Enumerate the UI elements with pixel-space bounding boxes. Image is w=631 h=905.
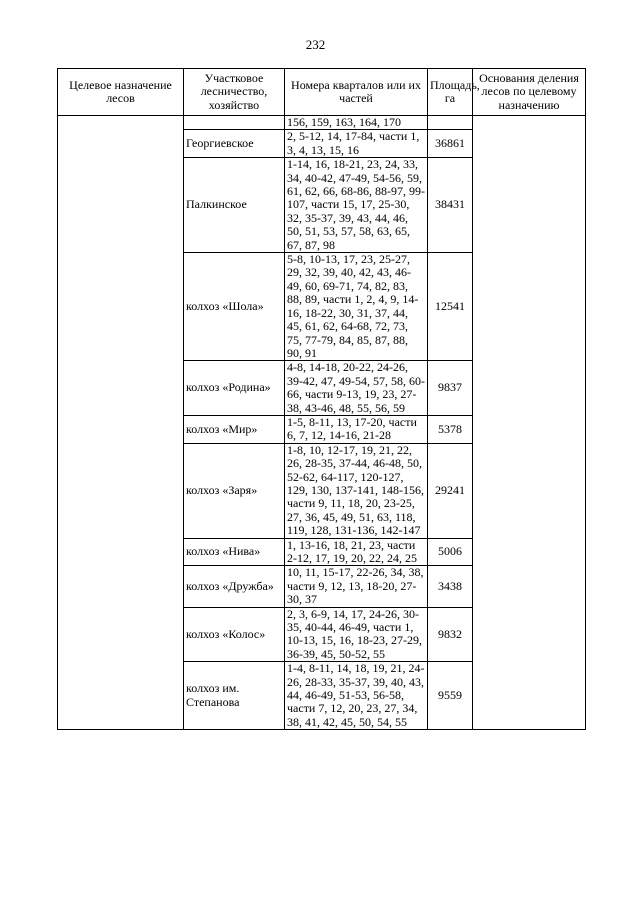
basis-cell bbox=[473, 116, 586, 730]
header-area: Площадь, га bbox=[428, 69, 473, 116]
area-cell: 36861 bbox=[428, 130, 473, 158]
quarters-cell: 1-8, 10, 12-17, 19, 21, 22, 26, 28-35, 37-44, 46-48, 50, 52-62, 64-117, 120-127, 129, 130, 137-141, 148-156, части 9, 11, 18, 20, 23-25, 27, 36, 45, 49, 51, 63, 118, 119, 128, 131-136, 142-147 bbox=[285, 443, 428, 538]
quarters-cell: 1-14, 16, 18-21, 23, 24, 33, 34, 40-42, 47-49, 54-56, 59, 61, 62, 66, 68-86, 88-97, 99-107, части 15, 17, 25-30, 32, 35-37, 39, 43, 44, 46, 50, 51, 53, 57, 58, 63, 65, 67, 87, 98 bbox=[285, 158, 428, 253]
area-cell: 12541 bbox=[428, 253, 473, 361]
quarters-cell: 2, 5-12, 14, 17-84, части 1, 3, 4, 13, 15, 16 bbox=[285, 130, 428, 158]
forestry-cell: колхоз «Шола» bbox=[184, 253, 285, 361]
quarters-cell: 156, 159, 163, 164, 170 bbox=[285, 116, 428, 130]
area-cell: 29241 bbox=[428, 443, 473, 538]
area-cell: 9559 bbox=[428, 662, 473, 730]
forestry-cell: колхоз «Мир» bbox=[184, 415, 285, 443]
quarters-cell: 4-8, 14-18, 20-22, 24-26, 39-42, 47, 49-54, 57, 58, 60-66, части 9-13, 19, 23, 27-38, 43-46, 48, 55, 56, 59 bbox=[285, 361, 428, 416]
page-number: 232 bbox=[305, 37, 326, 52]
forest-purpose-table bbox=[57, 68, 586, 730]
forestry-cell: колхоз «Заря» bbox=[184, 443, 285, 538]
forestry-cell: Георгиевское bbox=[184, 130, 285, 158]
table-header-row bbox=[58, 69, 586, 116]
forestry-cell: колхоз «Колос» bbox=[184, 607, 285, 662]
header-basis: Основания деления лесов по целевому назначению bbox=[473, 69, 586, 116]
header-forestry: Участковое лесничество, хозяйство bbox=[184, 69, 285, 116]
quarters-cell: 1, 13-16, 18, 21, 23, части 2-12, 17, 19, 20, 22, 24, 25 bbox=[285, 538, 428, 566]
forestry-cell: Палкинское bbox=[184, 158, 285, 253]
forestry-cell: колхоз «Родина» bbox=[184, 361, 285, 416]
purpose-cell bbox=[58, 116, 184, 730]
area-cell bbox=[428, 116, 473, 130]
quarters-cell: 2, 3, 6-9, 14, 17, 24-26, 30-35, 40-44, 46-49, части 1, 10-13, 15, 16, 18-23, 27-29, 36-39, 45, 50-52, 55 bbox=[285, 607, 428, 662]
quarters-cell: 1-5, 8-11, 13, 17-20, части 6, 7, 12, 14-16, 21-28 bbox=[285, 415, 428, 443]
area-cell: 5006 bbox=[428, 538, 473, 566]
area-cell: 38431 bbox=[428, 158, 473, 253]
area-cell: 9837 bbox=[428, 361, 473, 416]
forestry-cell bbox=[184, 116, 285, 130]
quarters-cell: 5-8, 10-13, 17, 23, 25-27, 29, 32, 39, 40, 42, 43, 46-49, 60, 69-71, 74, 82, 83, 88, 89, части 1, 2, 4, 9, 14-16, 18-22, 30, 31, 37, 44, 45, 61, 62, 64-68, 72, 73, 75, 77-79, 84, 85, 87, 88, 90, 91 bbox=[285, 253, 428, 361]
forestry-cell: колхоз им. Степанова bbox=[184, 662, 285, 730]
table-row bbox=[58, 116, 586, 130]
forestry-cell: колхоз «Дружба» bbox=[184, 566, 285, 607]
forestry-cell: колхоз «Нива» bbox=[184, 538, 285, 566]
quarters-cell: 10, 11, 15-17, 22-26, 34, 38, части 9, 12, 13, 18-20, 27-30, 37 bbox=[285, 566, 428, 607]
area-cell: 3438 bbox=[428, 566, 473, 607]
quarters-cell: 1-4, 8-11, 14, 18, 19, 21, 24-26, 28-33, 35-37, 39, 40, 43, 44, 46-49, 51-53, 56-58, части 7, 12, 20, 23, 27, 34, 38, 41, 42, 45, 50, 54, 55 bbox=[285, 662, 428, 730]
header-purpose: Целевое назначение лесов bbox=[58, 69, 184, 116]
area-cell: 5378 bbox=[428, 415, 473, 443]
area-cell: 9832 bbox=[428, 607, 473, 662]
header-quarters: Номера кварталов или их частей bbox=[285, 69, 428, 116]
